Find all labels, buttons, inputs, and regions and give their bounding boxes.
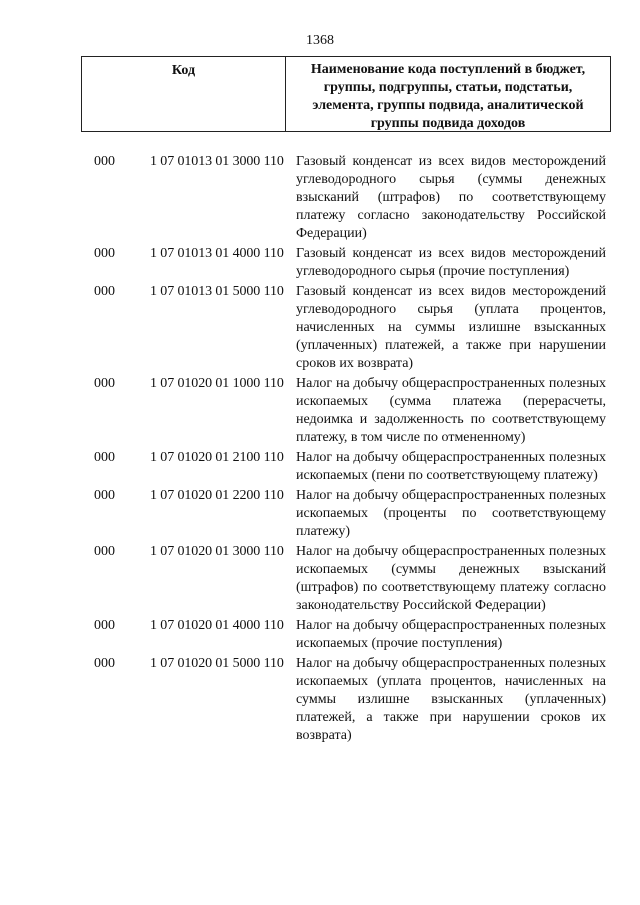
admin-code: 000 xyxy=(94,376,115,391)
revenue-code: 1 07 01013 01 5000 110 xyxy=(150,284,284,299)
table-header xyxy=(81,56,611,132)
page-number: 1368 xyxy=(306,33,334,48)
admin-code: 000 xyxy=(94,154,115,169)
revenue-name: Налог на добычу общераспространенных полезных ископаемых (сумма платежа (перерасчеты, недоимка и задолженность по соответствующему платежу, в том числе по отмененному) xyxy=(296,376,606,445)
revenue-name: Налог на добычу общераспространенных полезных ископаемых (прочие поступления) xyxy=(296,618,606,651)
revenue-code: 1 07 01020 01 5000 110 xyxy=(150,656,284,671)
revenue-name: Налог на добычу общераспространенных полезных ископаемых (проценты по соответствующему платежу) xyxy=(296,488,606,539)
table-row xyxy=(0,487,640,541)
table-row xyxy=(0,449,640,485)
revenue-code: 1 07 01020 01 2100 110 xyxy=(150,450,284,465)
revenue-name: Газовый конденсат из всех видов месторождений углеводородного сырья (уплата процентов, начисленных на суммы излишне взысканных (уплаченных) платежей, а также при нарушении сроков их возврата) xyxy=(296,284,606,371)
table-row xyxy=(0,543,640,615)
revenue-code: 1 07 01020 01 1000 110 xyxy=(150,376,284,391)
table-row xyxy=(0,283,640,373)
table-row xyxy=(0,617,640,653)
table-row xyxy=(0,245,640,281)
admin-code: 000 xyxy=(94,618,115,633)
admin-code: 000 xyxy=(94,450,115,465)
revenue-code: 1 07 01013 01 4000 110 xyxy=(150,246,284,261)
revenue-code: 1 07 01020 01 4000 110 xyxy=(150,618,284,633)
admin-code: 000 xyxy=(94,656,115,671)
admin-code: 000 xyxy=(94,544,115,559)
revenue-code: 1 07 01020 01 2200 110 xyxy=(150,488,284,503)
table-body xyxy=(0,153,640,747)
revenue-name: Газовый конденсат из всех видов месторождений углеводородного сырья (суммы денежных взысканий (штрафов) по соответствующему платежу согласно законодательству Российской Федерации) xyxy=(296,154,606,241)
revenue-code: 1 07 01013 01 3000 110 xyxy=(150,154,284,169)
admin-code: 000 xyxy=(94,284,115,299)
revenue-code: 1 07 01020 01 3000 110 xyxy=(150,544,284,559)
header-code: Код xyxy=(82,57,286,131)
revenue-name: Налог на добычу общераспространенных полезных ископаемых (пени по соответствующему платежу) xyxy=(296,450,606,483)
revenue-name: Налог на добычу общераспространенных полезных ископаемых (уплата процентов, начисленных на суммы излишне взысканных (уплаченных) платежей, а также при нарушении сроков их возврата) xyxy=(296,656,606,743)
revenue-name: Газовый конденсат из всех видов месторождений углеводородного сырья (прочие поступления) xyxy=(296,246,606,279)
table-row xyxy=(0,153,640,243)
table-row xyxy=(0,655,640,745)
revenue-name: Налог на добычу общераспространенных полезных ископаемых (суммы денежных взысканий (штрафов) по соответствующему платежу согласно законодательству Российской Федерации) xyxy=(296,544,606,613)
table-row xyxy=(0,375,640,447)
admin-code: 000 xyxy=(94,246,115,261)
admin-code: 000 xyxy=(94,488,115,503)
header-name: Наименование кода поступлений в бюджет, группы, подгруппы, статьи, подстатьи, элемента, группы подвида, аналитической группы подвида доходов xyxy=(310,62,586,131)
